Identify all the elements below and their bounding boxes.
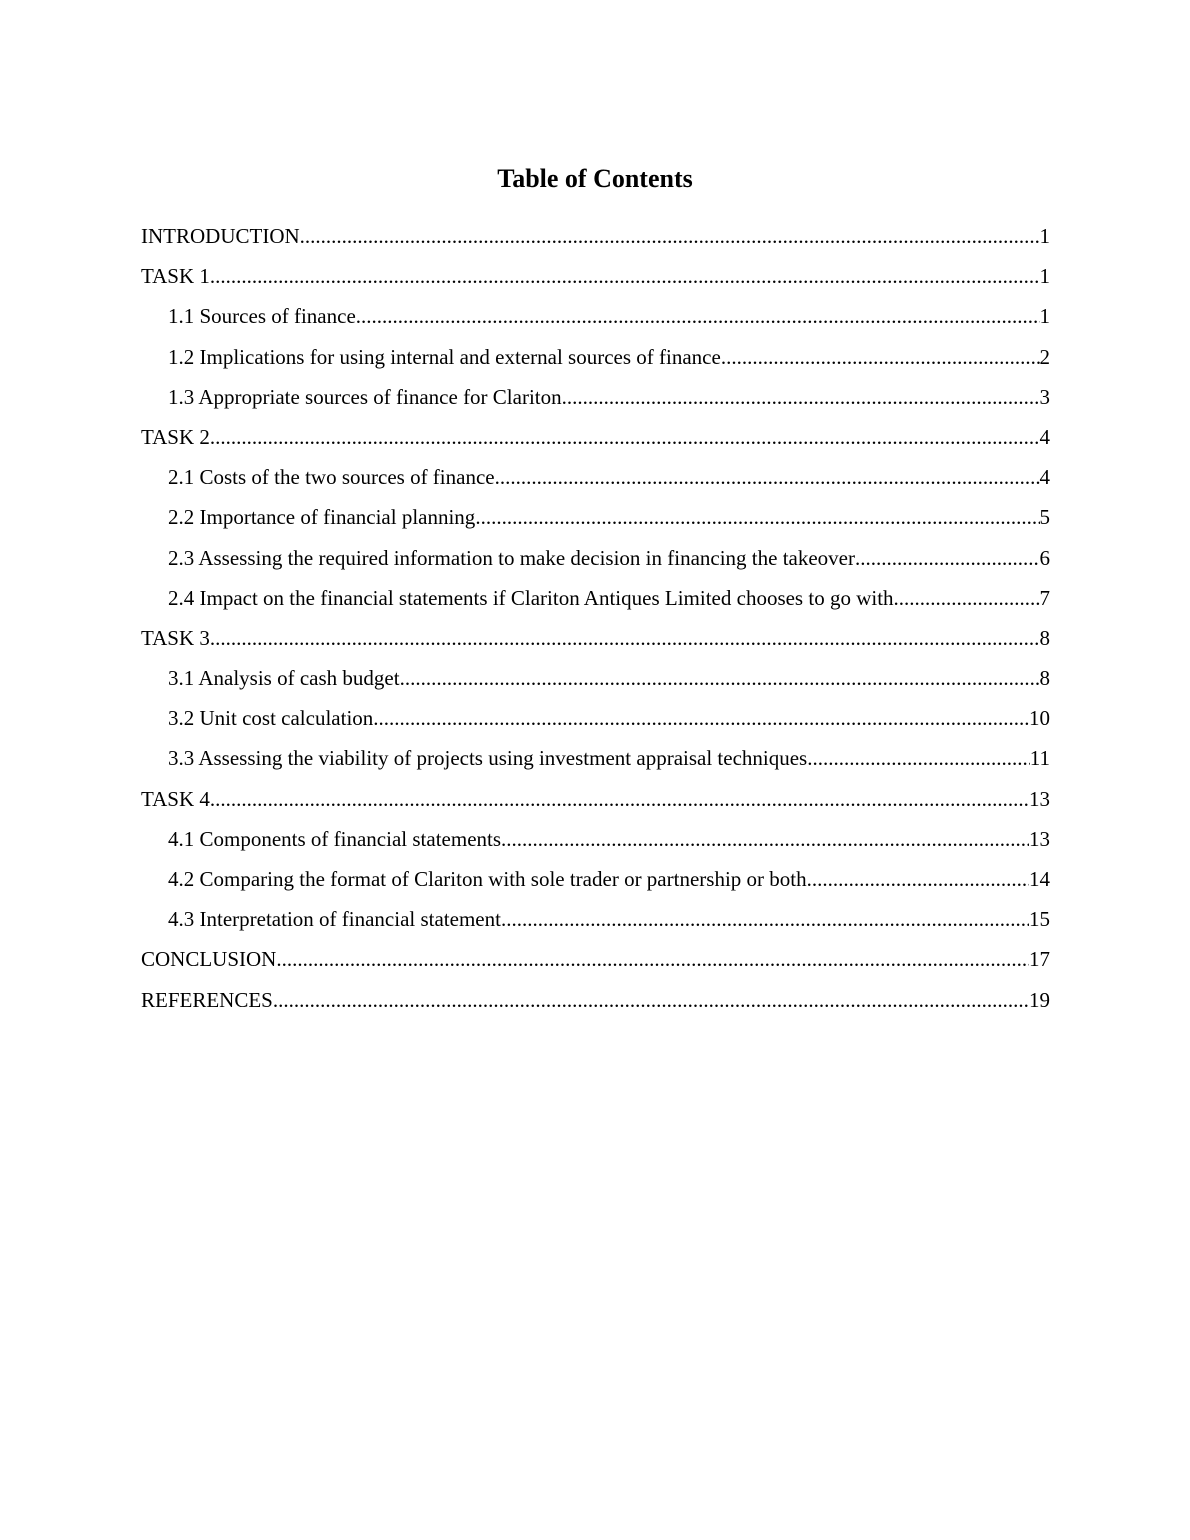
toc-dot-leader [807, 863, 1029, 895]
toc-subsection-entry[interactable] [141, 341, 1050, 381]
toc-entry-title: CONCLUSION [141, 947, 277, 972]
toc-subsection-entry[interactable] [141, 381, 1050, 421]
toc-subsection-entry[interactable] [141, 542, 1050, 582]
toc-entry-title: REFERENCES [141, 987, 273, 1012]
toc-page-number: 3 [1039, 384, 1050, 409]
toc-dot-leader [899, 582, 1040, 614]
toc-dot-leader [562, 381, 1040, 413]
toc-subsection-entry[interactable] [141, 742, 1050, 782]
toc-section-entry[interactable] [141, 943, 1050, 983]
toc-entry-title: TASK 2 [141, 424, 210, 449]
table-of-contents [141, 220, 1050, 1024]
toc-dot-leader [210, 260, 1040, 292]
toc-page-number: 11 [1029, 746, 1050, 771]
toc-dot-leader [400, 662, 1040, 694]
toc-entry-title: 3.3 Assessing the viability of projects using investment appraisal techniques [168, 746, 808, 771]
toc-dot-leader [475, 501, 1039, 533]
toc-page-number: 17 [1029, 947, 1050, 972]
toc-title: Table of Contents [497, 164, 693, 193]
toc-dot-leader [495, 461, 1040, 493]
toc-section-entry[interactable] [141, 260, 1050, 300]
toc-page-number: 14 [1029, 867, 1050, 891]
toc-entry-title: TASK 1 [141, 264, 210, 289]
toc-section-entry[interactable] [141, 220, 1050, 260]
toc-subsection-entry[interactable] [141, 300, 1050, 340]
toc-subsection-entry[interactable] [141, 863, 1050, 903]
toc-page-number: 8 [1039, 625, 1050, 650]
toc-dot-leader [210, 622, 1040, 654]
toc-entry-title: TASK 3 [141, 625, 210, 650]
toc-page-number: 13 [1029, 826, 1050, 851]
toc-subsection-entry[interactable] [141, 501, 1050, 541]
toc-dot-leader [356, 300, 1040, 332]
toc-entry-title: 2.4 Impact on the financial statements if Clariton Antiques Limited chooses to go with. [168, 585, 899, 610]
toc-entry-title: TASK 4 [141, 786, 210, 811]
toc-entry-title: 2.2 Importance of financial planning [168, 505, 476, 530]
toc-entry-title: INTRODUCTION [141, 224, 300, 248]
toc-page-number: 7 [1039, 585, 1050, 610]
toc-entry-title: 1.2 Implications for using internal and external sources of finance [168, 344, 721, 369]
toc-page-number: 15 [1029, 907, 1050, 932]
toc-page-number: 10 [1029, 706, 1050, 731]
toc-page-number: 1 [1039, 224, 1050, 248]
toc-entry-title: 1.1 Sources of finance [168, 304, 356, 329]
toc-entry-title: 4.3 Interpretation of financial statement [168, 907, 501, 932]
toc-subsection-entry[interactable] [141, 702, 1050, 742]
toc-subsection-entry[interactable] [141, 903, 1050, 943]
toc-section-entry[interactable] [141, 421, 1050, 461]
toc-entry-title: 4.2 Comparing the format of Clariton with sole trader or partnership or both [168, 867, 807, 891]
toc-section-entry[interactable] [141, 984, 1050, 1024]
toc-entry-title: 3.2 Unit cost calculation [168, 706, 374, 731]
toc-dot-leader [501, 823, 1029, 855]
toc-page-number: 19 [1029, 987, 1050, 1012]
toc-dot-leader [273, 984, 1029, 1016]
toc-subsection-entry[interactable] [141, 662, 1050, 702]
toc-entry-title: 2.3 Assessing the required information to make decision in financing the takeover [168, 545, 855, 570]
toc-section-entry[interactable] [141, 622, 1050, 662]
toc-dot-leader [721, 341, 1040, 373]
toc-dot-leader [373, 702, 1029, 734]
toc-subsection-entry[interactable] [141, 461, 1050, 501]
toc-page-number: 4 [1039, 424, 1050, 449]
toc-page-number: 1 [1039, 304, 1050, 329]
toc-page-number: 8 [1039, 666, 1050, 691]
toc-page-number: 4 [1039, 465, 1050, 490]
toc-entry-title: 3.1 Analysis of cash budget [168, 666, 400, 691]
toc-subsection-entry[interactable] [141, 582, 1050, 622]
toc-dot-leader [276, 943, 1029, 975]
toc-page-number: 13 [1029, 786, 1050, 811]
toc-page-number: 5 [1039, 505, 1050, 530]
toc-entry-title: 2.1 Costs of the two sources of finance [168, 465, 495, 490]
toc-page-number: 2 [1039, 344, 1050, 369]
toc-dot-leader [855, 542, 1040, 574]
toc-dot-leader [210, 421, 1040, 453]
toc-section-entry[interactable] [141, 783, 1050, 823]
toc-page-number: 6 [1039, 545, 1050, 570]
toc-page-number: 1 [1039, 264, 1050, 289]
toc-entry-title: 1.3 Appropriate sources of finance for Clariton [168, 384, 562, 409]
toc-dot-leader [210, 783, 1029, 815]
toc-dot-leader [807, 742, 1030, 774]
toc-dot-leader [300, 220, 1040, 252]
toc-subsection-entry[interactable] [141, 823, 1050, 863]
toc-entry-title: 4.1 Components of financial statements [168, 826, 502, 851]
toc-dot-leader [501, 903, 1029, 935]
